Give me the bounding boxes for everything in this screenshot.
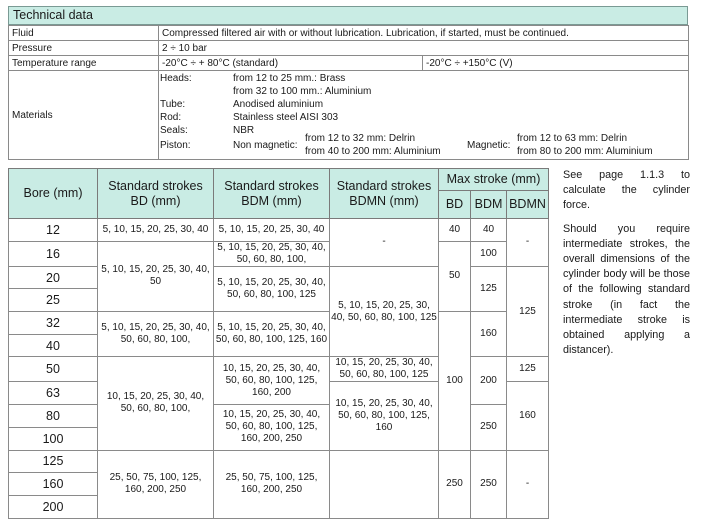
technical-data-section (8, 6, 688, 160)
bd-strokes-cell: 5, 10, 15, 20, 25, 30, 40, 50 (98, 241, 214, 311)
materials-details (159, 71, 688, 159)
bore-cell: 32 (9, 312, 98, 335)
heads-line-2: from 32 to 100 mm.: Aluminium (233, 86, 372, 97)
bore-cell: 50 (9, 357, 98, 382)
bore-cell: 80 (9, 405, 98, 428)
temperature-v: -20°C ÷ +150°C (V) (423, 56, 689, 71)
bd-strokes-cell: 5, 10, 15, 20, 25, 30, 40 (98, 219, 214, 242)
max-bdmn-cell: - (507, 450, 549, 518)
note-intermediate-strokes: Should you require intermediate strokes, the overall dimensions of the cylinder body will be those of the following standard stroke (in fact the intermediate stroke is obtained applying a distancer). (563, 222, 690, 357)
bdm-strokes-cell: 5, 10, 15, 20, 25, 30, 40 (214, 219, 330, 242)
max-bdm-cell: 250 (471, 405, 507, 450)
max-bd-cell: 100 (439, 312, 471, 450)
fluid-row (9, 26, 689, 41)
magnetic-line-1: from 12 to 63 mm: Delrin (517, 133, 628, 144)
bdm-strokes-cell: 10, 15, 20, 25, 30, 40, 50, 60, 80, 100, 125, 160, 200, 250 (214, 405, 330, 450)
fluid-value: Compressed filtered air with or without lubrication. Lubrication, if started, must be continued. (159, 26, 689, 41)
note-cylinder-force: See page 1.1.3 to calculate the cylinder force. (563, 169, 690, 212)
bore-cell: 125 (9, 450, 98, 473)
rod-label: Rod: (160, 112, 182, 123)
bore-cell: 200 (9, 495, 98, 518)
tube-label: Tube: (160, 99, 186, 110)
pressure-label: Pressure (9, 41, 159, 56)
pressure-value: 2 ÷ 10 bar (159, 41, 689, 56)
seals-label: Seals: (160, 125, 188, 136)
bdmn-strokes-cell: 10, 15, 20, 25, 30, 40, 50, 60, 80, 100, 125, 160 (330, 382, 439, 450)
rod-value: Stainless steel AISI 303 (233, 112, 339, 123)
heads-label: Heads: (160, 73, 192, 84)
max-bdm-cell: 250 (471, 450, 507, 518)
max-bd-cell: 50 (439, 241, 471, 311)
bore-cell: 160 (9, 473, 98, 496)
strokes-table (8, 168, 549, 519)
max-bdmn-cell: 125 (507, 357, 549, 382)
bdm-strokes-cell: 5, 10, 15, 20, 25, 30, 40, 50, 60, 80, 100, 125, 160 (214, 312, 330, 357)
max-bd-cell: 40 (439, 219, 471, 242)
bdmn-strokes-cell: 10, 15, 20, 25, 30, 40, 50, 60, 80, 100, 125 (330, 357, 439, 382)
nonmagnetic-line-2: from 40 to 200 mm: Aluminium (305, 146, 441, 157)
max-bdmn-cell: - (507, 219, 549, 267)
seals-value: NBR (233, 125, 255, 136)
bdm-strokes-cell: 5, 10, 15, 20, 25, 30, 40, 50, 60, 80, 100, (214, 241, 330, 266)
side-note (563, 168, 690, 366)
bdm-strokes-cell: 25, 50, 75, 100, 125, 160, 200, 250 (214, 450, 330, 518)
bdmn-strokes-cell (330, 450, 439, 518)
bore-cell: 20 (9, 266, 98, 289)
max-bdm-header: BDM (471, 191, 507, 219)
bdmn-strokes-cell: 5, 10, 15, 20, 25, 30, 40, 50, 60, 80, 100, 125 (330, 266, 439, 357)
temperature-row (9, 56, 689, 71)
technical-data-table (8, 25, 689, 160)
materials-label: Materials (9, 71, 159, 160)
max-bdmn-cell: 160 (507, 382, 549, 450)
max-bdm-cell: 100 (471, 241, 507, 266)
bore-cell: 63 (9, 382, 98, 405)
tube-value: Anodised aluminium (233, 99, 324, 110)
max-stroke-header: Max stroke (mm) (439, 169, 549, 191)
bore-cell: 25 (9, 289, 98, 312)
bore-cell: 40 (9, 334, 98, 357)
materials-row (9, 71, 689, 160)
bore-cell: 12 (9, 219, 98, 242)
temperature-label: Temperature range (9, 56, 159, 71)
fluid-label: Fluid (9, 26, 159, 41)
max-bdm-cell: 200 (471, 357, 507, 405)
bdmn-strokes-cell: - (330, 219, 439, 267)
bd-strokes-cell: 10, 15, 20, 25, 30, 40, 50, 60, 80, 100, (98, 357, 214, 450)
bore-cell: 16 (9, 241, 98, 266)
magnetic-label: Magnetic: (467, 140, 511, 151)
table-row (9, 450, 549, 473)
bore-header: Bore (mm) (9, 169, 98, 219)
max-bdm-cell: 160 (471, 312, 507, 357)
nonmagnetic-line-1: from 12 to 32 mm: Delrin (305, 133, 416, 144)
bd-strokes-header: Standard strokes BD (mm) (98, 169, 214, 219)
bdmn-strokes-header: Standard strokes BDMN (mm) (330, 169, 439, 219)
bdm-strokes-cell: 10, 15, 20, 25, 30, 40, 50, 60, 80, 100, 125, 160, 200 (214, 357, 330, 405)
bd-strokes-cell: 5, 10, 15, 20, 25, 30, 40, 50, 60, 80, 100, (98, 312, 214, 357)
table-row (9, 219, 549, 242)
temperature-standard: -20°C ÷ + 80°C (standard) (159, 56, 423, 71)
piston-label: Piston: (160, 140, 191, 151)
max-bd-header: BD (439, 191, 471, 219)
max-bdm-cell: 125 (471, 266, 507, 311)
max-bd-cell: 250 (439, 450, 471, 518)
max-bdmn-header: BDMN (507, 191, 549, 219)
table-row (9, 312, 549, 335)
max-bdmn-cell: 125 (507, 266, 549, 357)
technical-data-title: Technical data (8, 6, 688, 25)
max-bdm-cell: 40 (471, 219, 507, 242)
nonmagnetic-label: Non magnetic: (233, 140, 298, 151)
bdm-strokes-cell: 5, 10, 15, 20, 25, 30, 40, 50, 60, 80, 100, 125 (214, 266, 330, 311)
heads-line-1: from 12 to 25 mm.: Brass (233, 73, 346, 84)
pressure-row (9, 41, 689, 56)
bdm-strokes-header: Standard strokes BDM (mm) (214, 169, 330, 219)
magnetic-line-2: from 80 to 200 mm: Aluminium (517, 146, 653, 157)
bore-cell: 100 (9, 427, 98, 450)
table-row (9, 241, 549, 266)
bd-strokes-cell: 25, 50, 75, 100, 125, 160, 200, 250 (98, 450, 214, 518)
